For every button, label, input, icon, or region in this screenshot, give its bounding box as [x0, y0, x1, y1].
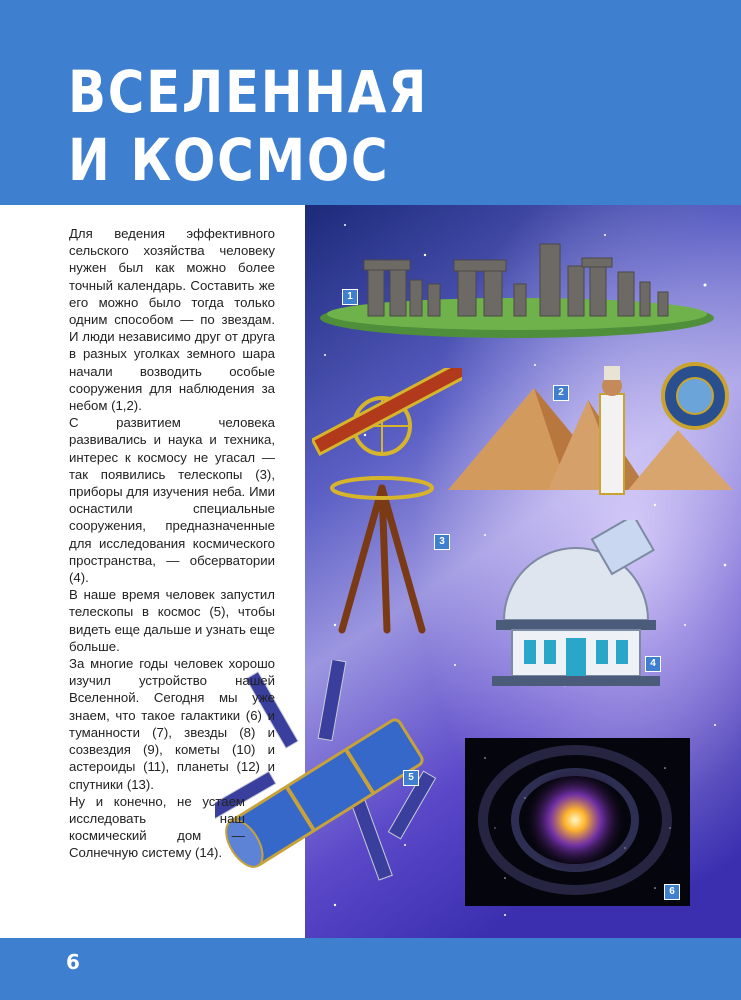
badge-6: 6 — [664, 884, 680, 900]
title-line-1: ВСЕЛЕННАЯ — [68, 58, 429, 126]
observatory-illustration — [492, 520, 667, 698]
paragraph-calendar: Для ведения эффективного сельского хозяйства человеку нужен был как можно более точный календарь. Составить же его можно было тогда только одним способом — по звездам. И люди независимо друг от друга в разных уголках земного шара начали возводить особые сооружения для наблюдения за небом (1,2). — [69, 226, 275, 414]
page-title — [68, 58, 428, 194]
stonehenge-illustration — [318, 240, 716, 340]
footer-band — [0, 938, 741, 1000]
telescope-illustration — [312, 368, 462, 640]
body-text — [69, 225, 275, 862]
paragraph-universe: За многие годы человек хорошо изучил устройство нашей Вселенной. Сегодня мы уже знаем, что такое галактики (6) и туманности (7), звезды (8) и созвездия (9), кометы (10) и астероиды (11), планеты (12) и спутники (13). — [69, 656, 275, 792]
title-line-2: И КОСМОС — [68, 126, 390, 194]
badge-3: 3 — [434, 534, 450, 550]
paragraph-telescopes: С развитием человека развивались и наука и техника, интерес к космосу не угасал — так появились телескопы (3), приборы для изучения неба. Ими оснастили специальные сооружения, предназначенные для исследования космического пространства, — обсерватории (4). — [69, 415, 275, 586]
paragraph-solar-system: Ну и конечно, не устаем исследовать наш космический дом — Солнечную систему (14). — [69, 793, 245, 861]
badge-5: 5 — [403, 770, 419, 786]
paragraph-space-telescopes: В наше время человек запустил телескопы в космос (5), чтобы видеть еще дальше и узнать еще больше. — [69, 587, 275, 654]
badge-4: 4 — [645, 656, 661, 672]
page-number: 6 — [66, 950, 80, 974]
pyramids-illustration — [448, 360, 733, 500]
badge-1: 1 — [342, 289, 358, 305]
galaxy-illustration — [465, 738, 690, 906]
badge-2: 2 — [553, 385, 569, 401]
